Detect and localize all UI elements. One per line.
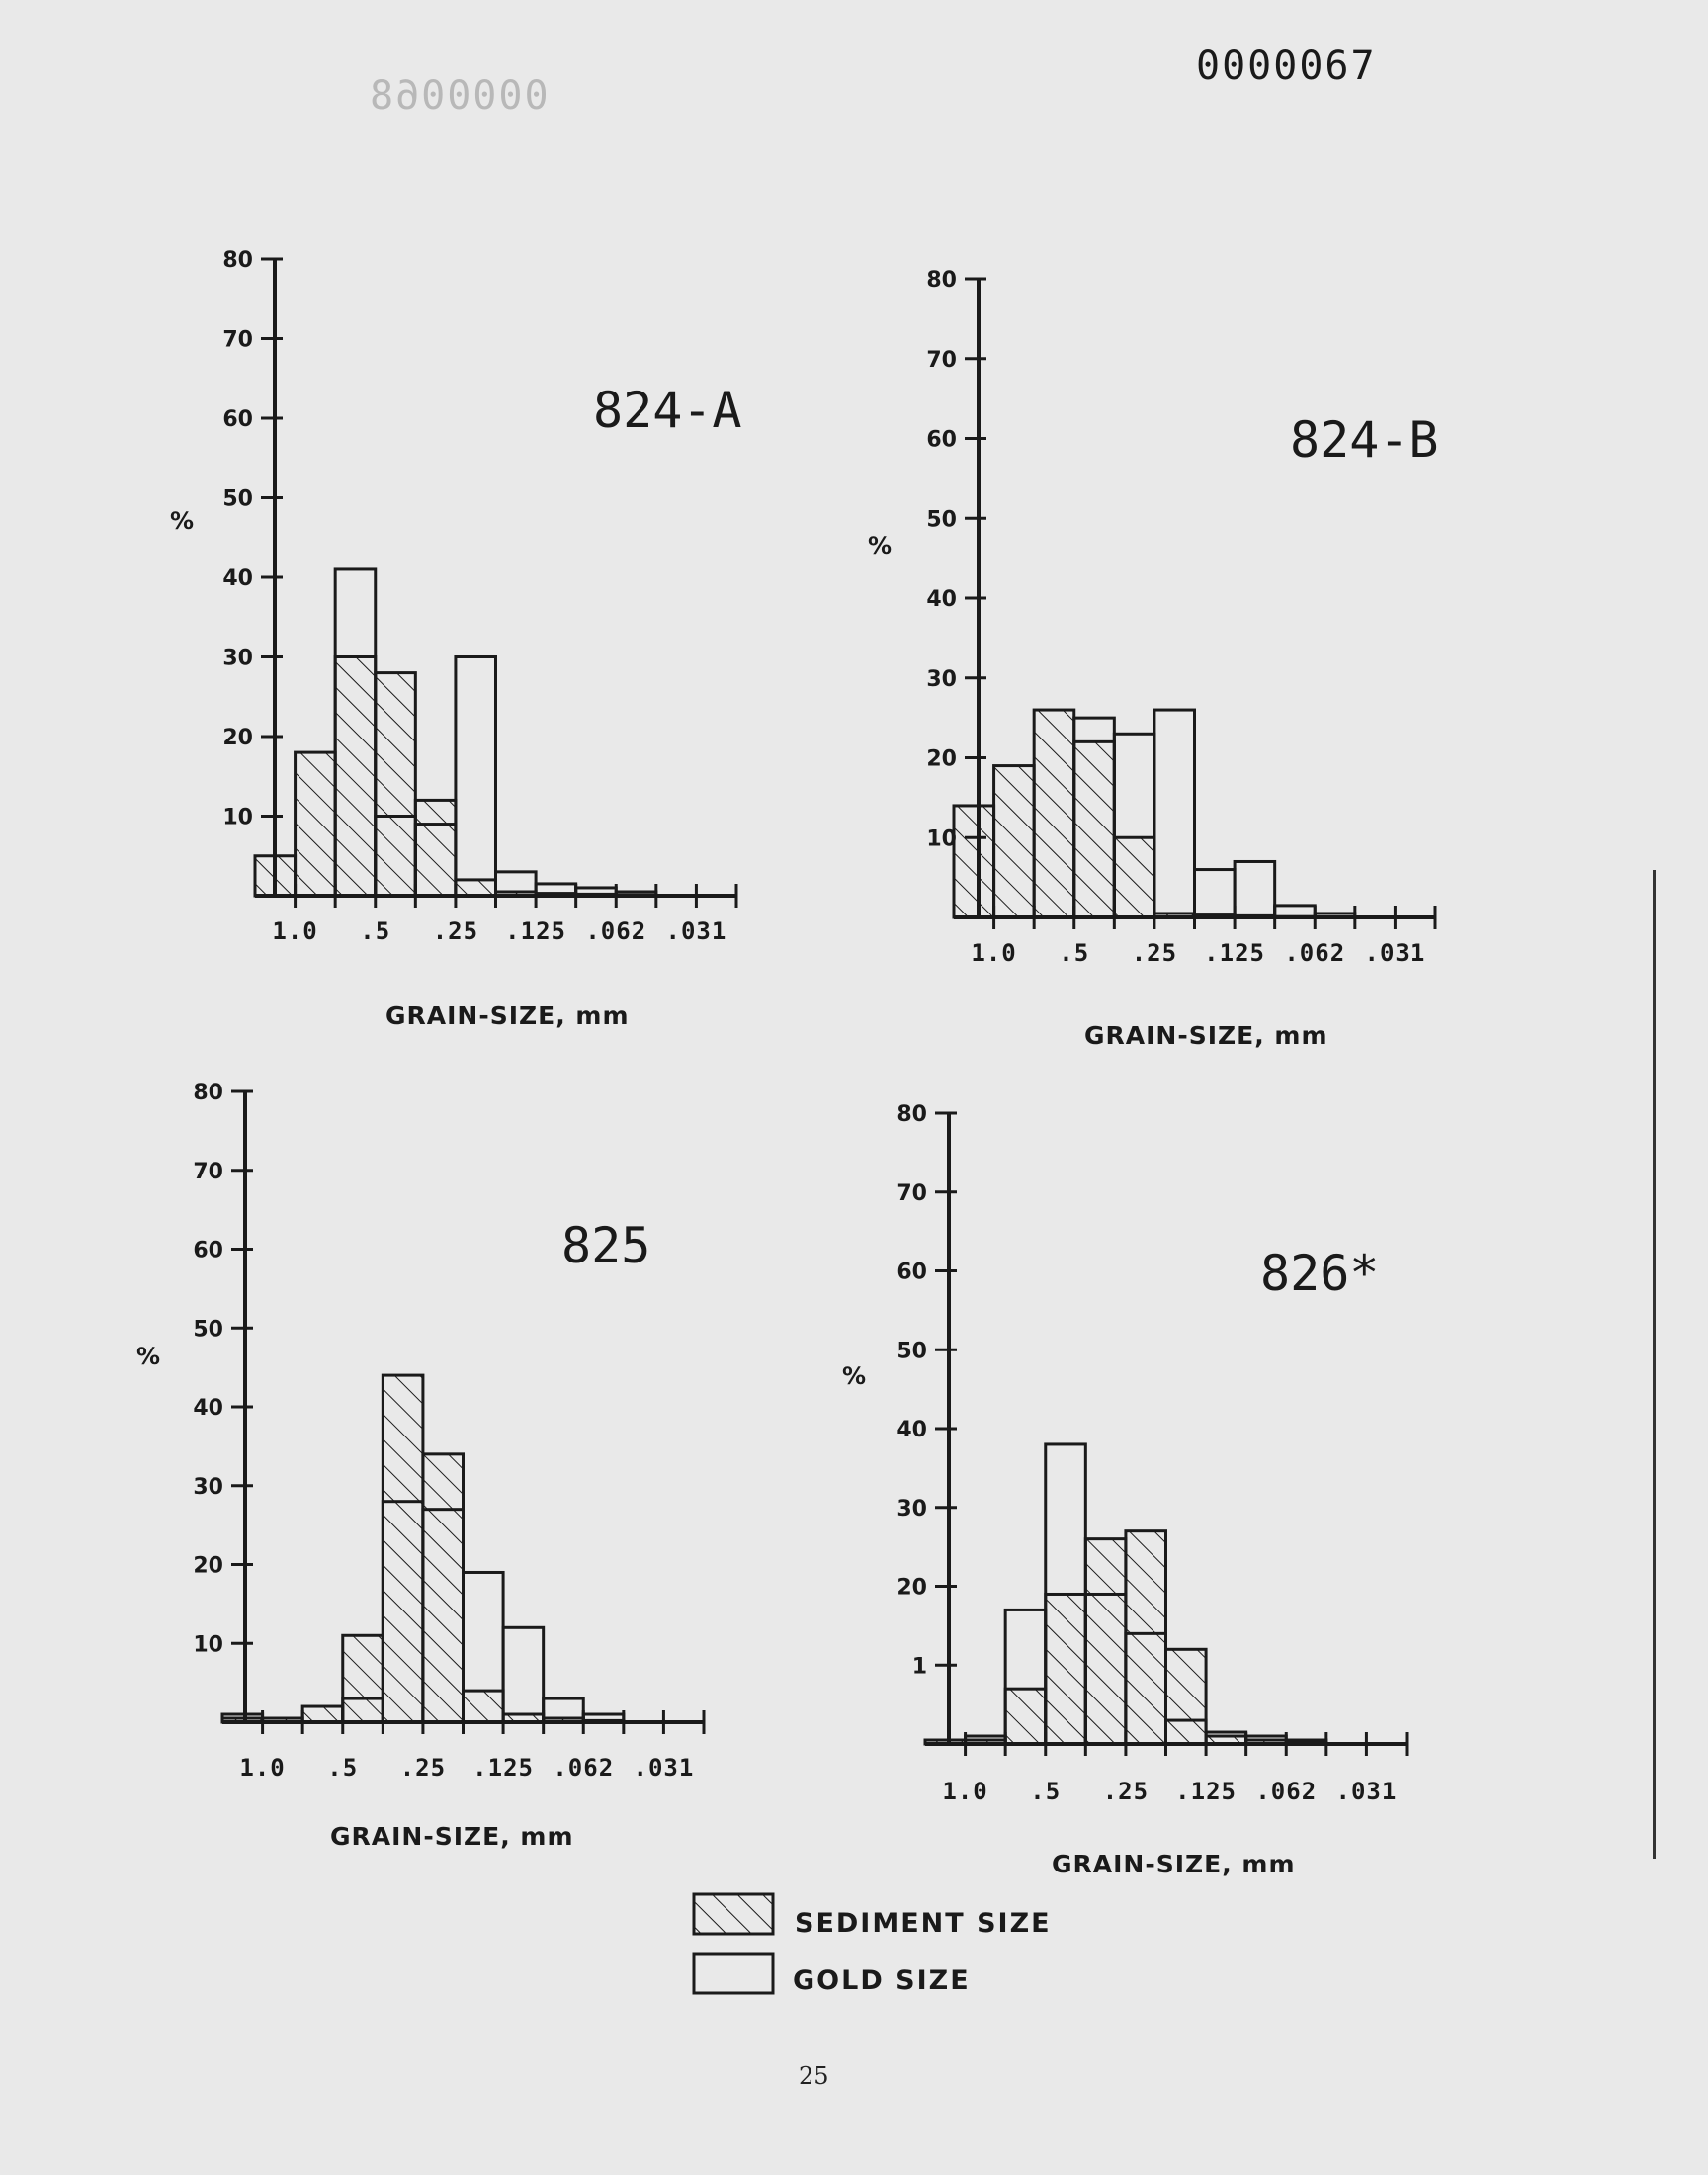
y-tick-label: 20	[222, 726, 253, 750]
x-tick-label: .25	[399, 1754, 447, 1782]
y-tick-label: 70	[193, 1159, 223, 1184]
sediment-bar	[376, 673, 416, 896]
x-tick-label: .5	[327, 1754, 359, 1782]
x-tick-label: .5	[360, 917, 391, 945]
x-tick-label: .062	[1255, 1778, 1318, 1805]
sediment-bar	[464, 1691, 504, 1722]
y-tick-label: 20	[926, 746, 957, 772]
y-tick-label: 30	[193, 1474, 223, 1500]
page-number: 25	[799, 2062, 829, 2090]
gold-bar	[1154, 710, 1195, 917]
y-axis-label: %	[868, 532, 893, 560]
y-tick-label: 50	[897, 1339, 927, 1364]
x-tick-label: .125	[1204, 939, 1265, 967]
y-axis-label: %	[136, 1343, 161, 1370]
sediment-bar	[343, 1635, 384, 1722]
gold-bar	[1195, 870, 1236, 917]
chart-title: 826*	[1260, 1245, 1380, 1302]
legend-gold-label: GOLD SIZE	[793, 1965, 971, 1996]
y-axis-label: %	[170, 507, 195, 535]
x-tick-label: .5	[1030, 1778, 1062, 1805]
y-tick-label: 40	[193, 1396, 223, 1421]
y-tick-label: 50	[222, 486, 253, 512]
x-tick-label: .031	[665, 917, 727, 945]
x-axis-label: GRAIN-SIZE, mm	[1052, 1850, 1296, 1878]
y-tick-label: 10	[193, 1632, 223, 1658]
y-tick-label: 50	[926, 507, 957, 533]
x-tick-label: .25	[1131, 939, 1178, 967]
x-tick-label: .5	[1059, 939, 1090, 967]
y-tick-label: 60	[897, 1260, 927, 1285]
x-tick-label: .062	[1284, 939, 1346, 967]
y-axis-label: %	[842, 1362, 867, 1390]
x-tick-label: 1.0	[239, 1754, 286, 1782]
sediment-bar	[1005, 1689, 1046, 1744]
sediment-bar	[423, 1454, 464, 1722]
sediment-bar	[1126, 1531, 1166, 1744]
sediment-bar	[1046, 1594, 1086, 1744]
x-tick-label: .031	[1335, 1778, 1398, 1805]
y-tick-label: 20	[897, 1575, 927, 1601]
gold-bar	[456, 657, 496, 897]
x-tick-label: 1.0	[942, 1778, 988, 1805]
y-tick-label: 30	[897, 1496, 927, 1522]
x-tick-label: .125	[472, 1754, 534, 1782]
legend-sediment-label: SEDIMENT SIZE	[795, 1908, 1052, 1939]
sediment-bar	[335, 657, 376, 897]
x-tick-label: .25	[1102, 1778, 1150, 1805]
x-axis-label: GRAIN-SIZE, mm	[385, 1001, 630, 1030]
bleed-through-number: 0000068	[368, 73, 549, 119]
chart-title: 825	[561, 1217, 651, 1274]
gold-bar	[503, 1627, 544, 1722]
y-tick-label: 80	[222, 248, 253, 273]
sediment-bar	[1114, 837, 1154, 917]
y-tick-label: 40	[897, 1418, 927, 1442]
sediment-bar	[1166, 1649, 1207, 1744]
legend	[694, 1894, 1052, 1996]
y-tick-label: 60	[193, 1238, 223, 1263]
y-tick-label: 20	[193, 1553, 223, 1579]
y-tick-label: 80	[897, 1102, 927, 1127]
chart-title: 824-A	[593, 382, 742, 439]
sediment-bar	[1074, 741, 1115, 917]
x-axis-label: GRAIN-SIZE, mm	[1084, 1021, 1328, 1050]
histogram-panel	[170, 248, 742, 1030]
y-tick-label: 1	[911, 1654, 927, 1680]
sediment-bar	[302, 1706, 343, 1722]
chart-title: 824-B	[1290, 411, 1439, 469]
x-tick-label: .062	[553, 1754, 615, 1782]
x-tick-label: .031	[633, 1754, 695, 1782]
x-tick-label: .031	[1364, 939, 1426, 967]
y-tick-label: 80	[193, 1081, 223, 1105]
sediment-bar	[296, 752, 336, 896]
y-tick-label: 30	[926, 666, 957, 692]
y-tick-label: 70	[926, 347, 957, 373]
y-tick-label: 70	[897, 1180, 927, 1206]
y-tick-label: 40	[222, 566, 253, 591]
gold-bar	[1235, 861, 1275, 917]
y-tick-label: 60	[222, 407, 253, 432]
sediment-bar	[383, 1375, 423, 1722]
histogram-panel	[868, 268, 1439, 1050]
sediment-bar	[1085, 1539, 1126, 1744]
page-stamp-number: 0000067	[1196, 44, 1377, 89]
histogram-panel	[136, 1081, 704, 1851]
y-tick-label: 40	[926, 587, 957, 612]
legend-gold-swatch	[694, 1954, 773, 1993]
histogram-panel	[842, 1102, 1407, 1878]
x-tick-label: 1.0	[272, 917, 318, 945]
sediment-bar	[954, 806, 994, 917]
sediment-bar	[415, 800, 456, 896]
sediment-bar	[1034, 710, 1074, 917]
x-tick-label: .125	[505, 917, 566, 945]
x-tick-label: .125	[1175, 1778, 1237, 1805]
legend-sediment-swatch	[694, 1894, 773, 1934]
x-tick-label: .25	[432, 917, 479, 945]
sediment-bar	[994, 766, 1035, 917]
y-tick-label: 10	[222, 805, 253, 830]
y-tick-label: 70	[222, 327, 253, 353]
x-tick-label: .062	[585, 917, 647, 945]
y-tick-label: 30	[222, 646, 253, 671]
x-tick-label: 1.0	[971, 939, 1017, 967]
x-axis-label: GRAIN-SIZE, mm	[330, 1822, 574, 1851]
y-tick-label: 50	[193, 1317, 223, 1343]
y-tick-label: 10	[926, 826, 957, 852]
y-tick-label: 80	[926, 268, 957, 293]
y-tick-label: 60	[926, 427, 957, 453]
sediment-bar	[456, 880, 496, 896]
